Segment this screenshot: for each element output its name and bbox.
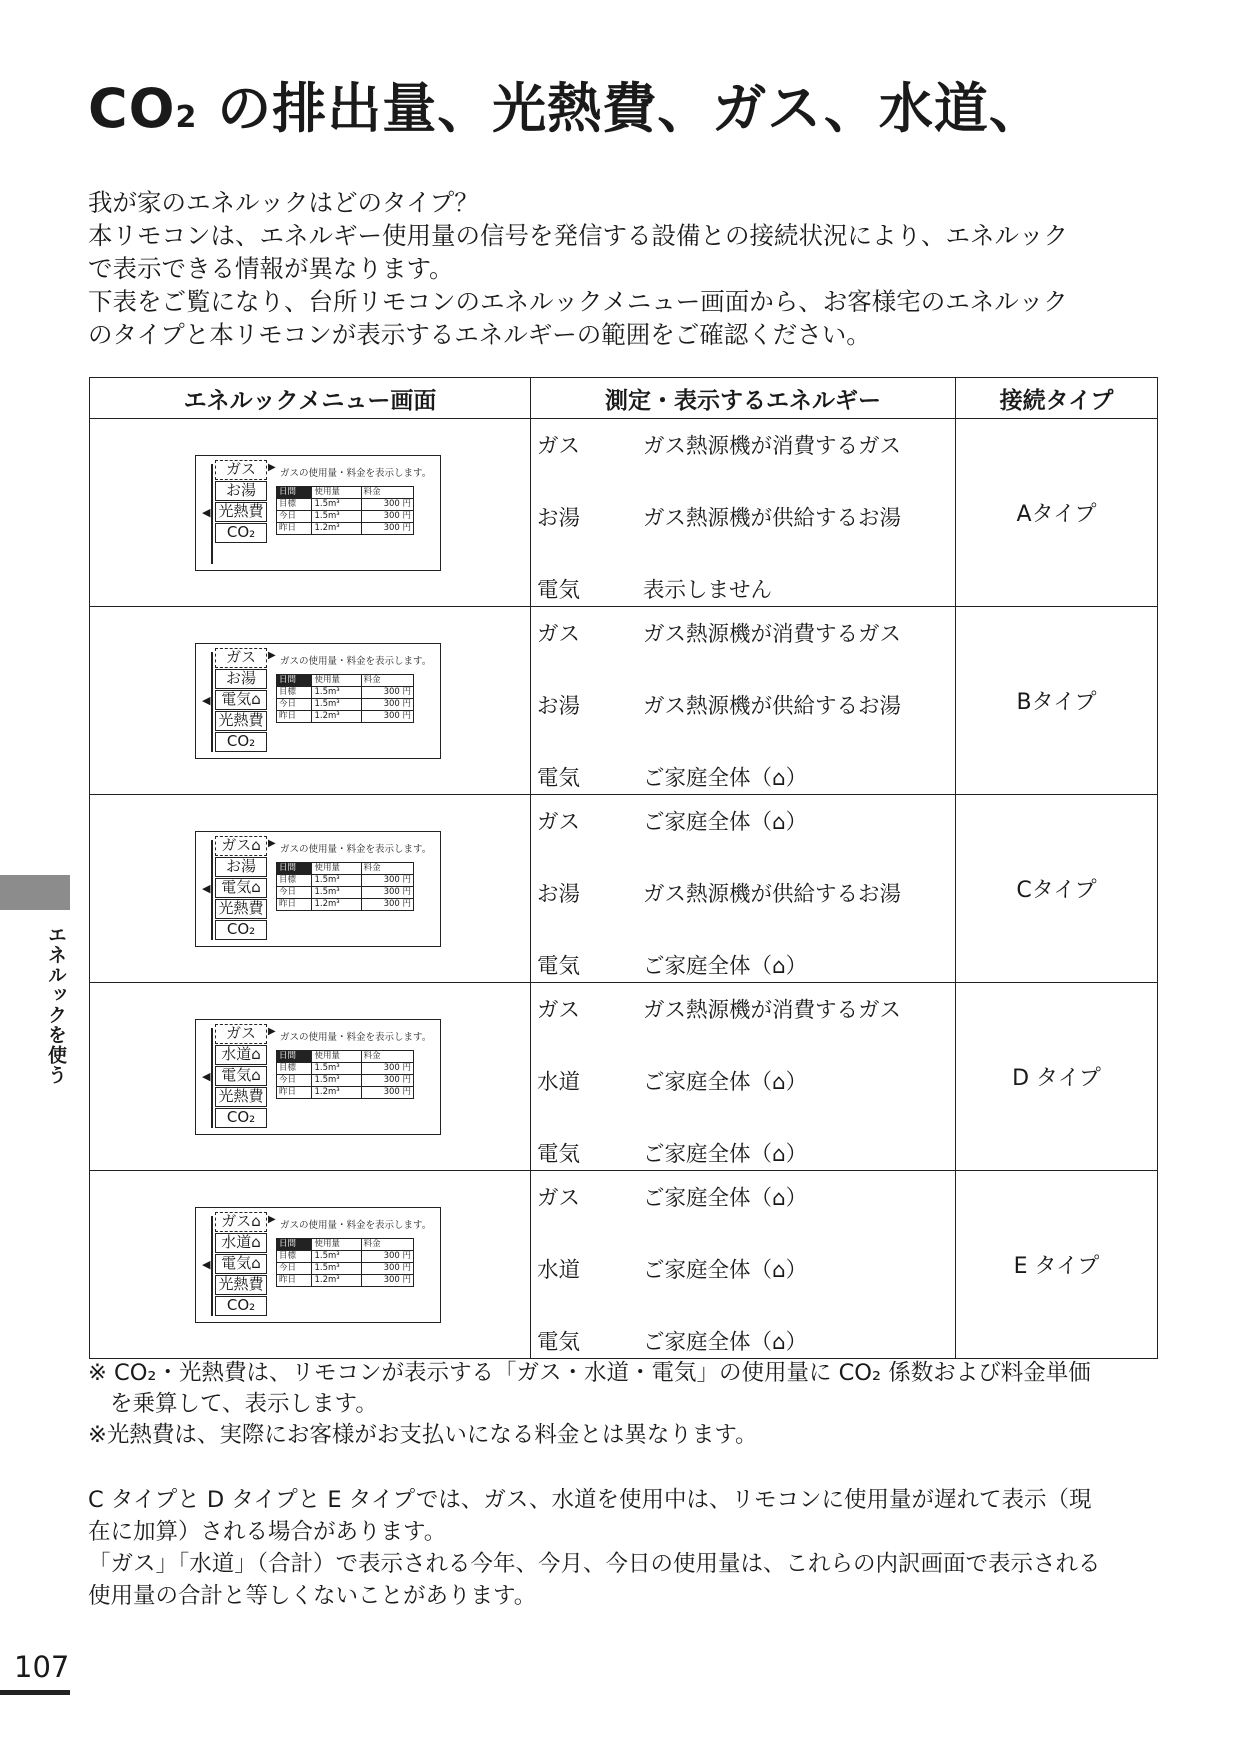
usage-mini-table xyxy=(276,674,414,723)
usage-mini-table xyxy=(276,1050,414,1099)
menu-screen-cell xyxy=(90,607,531,795)
menu-item: お湯 xyxy=(215,857,267,877)
menu-list xyxy=(215,1212,267,1317)
energy-cell xyxy=(531,419,956,607)
menu-item: 電気⌂ xyxy=(215,690,267,710)
screen-caption: ガスの使用量・料金を表示します。 xyxy=(280,1032,432,1043)
menu-item: ガス⌂ xyxy=(215,1212,267,1232)
table-row xyxy=(90,795,1158,983)
mini-cell: 300 円 xyxy=(361,711,413,723)
screen-caption: ガスの使用量・料金を表示します。 xyxy=(280,1220,432,1231)
mini-cell: 300 円 xyxy=(361,899,413,911)
energy-value: ご家庭全体（⌂） xyxy=(643,954,808,979)
energy-row xyxy=(537,877,901,908)
mini-cell: 今日 xyxy=(277,1075,312,1087)
screen-divider xyxy=(211,1028,213,1128)
menu-item: ガス xyxy=(215,648,267,668)
mini-header: 使用量 xyxy=(312,487,361,499)
energy-label: ガス xyxy=(537,1186,581,1211)
mini-cell: 昨日 xyxy=(277,899,312,911)
mini-cell: 目標 xyxy=(277,499,312,511)
energy-value: ご家庭全体（⌂） xyxy=(643,1258,808,1283)
mini-header: 日間 xyxy=(277,487,312,499)
energy-label: お湯 xyxy=(537,694,581,719)
energy-label: 電気 xyxy=(537,1142,581,1167)
footnote: を乗算して、表示します。 xyxy=(110,1391,378,1417)
mini-cell: 1.2m³ xyxy=(312,523,361,535)
energy-row xyxy=(537,689,901,720)
mini-row xyxy=(277,1275,414,1287)
footnotes xyxy=(88,1358,1163,1451)
mini-header: 日間 xyxy=(277,1051,312,1063)
menu-item: お湯 xyxy=(215,669,267,689)
energy-label: ガス xyxy=(537,998,581,1023)
mini-row xyxy=(277,523,414,535)
mini-cell: 300 円 xyxy=(361,699,413,711)
energy-row xyxy=(537,1325,807,1356)
header-menu-screen: エネルックメニュー画面 xyxy=(90,378,531,419)
mini-cell: 目標 xyxy=(277,687,312,699)
right-arrow-icon: ▶ xyxy=(268,838,276,849)
energy-value: ご家庭全体（⌂） xyxy=(643,1330,808,1355)
menu-list xyxy=(215,836,267,941)
mini-cell: 目標 xyxy=(277,875,312,887)
energy-label: お湯 xyxy=(537,882,581,907)
menu-item: ガス xyxy=(215,1024,267,1044)
menu-item: 光熱費 xyxy=(215,1275,267,1295)
energy-label: 電気 xyxy=(537,766,581,791)
menu-item: お湯 xyxy=(215,481,267,501)
bottom-text xyxy=(88,1484,1163,1612)
mini-header: 日間 xyxy=(277,1239,312,1251)
energy-value: ガス熱源機が消費するガス xyxy=(643,998,902,1023)
intro-line: 我が家のエネルックはどのタイプ？ xyxy=(88,188,479,217)
screen-caption: ガスの使用量・料金を表示します。 xyxy=(280,844,432,855)
mini-cell: 1.5m³ xyxy=(312,1063,361,1075)
screen-divider xyxy=(211,840,213,940)
table-row xyxy=(90,1171,1158,1359)
energy-label: お湯 xyxy=(537,506,581,531)
mini-cell: 1.2m³ xyxy=(312,1275,361,1287)
mini-header: 料金 xyxy=(361,1051,413,1063)
mini-header: 日間 xyxy=(277,675,312,687)
left-arrow-icon: ◀ xyxy=(202,1258,211,1271)
connection-type: Aタイプ xyxy=(956,419,1158,607)
energy-row xyxy=(537,949,807,980)
mini-cell: 300 円 xyxy=(361,1075,413,1087)
energy-label: 電気 xyxy=(537,578,581,603)
mini-cell: 今日 xyxy=(277,699,312,711)
energy-row xyxy=(537,573,772,604)
mini-header: 料金 xyxy=(361,863,413,875)
mini-cell: 1.5m³ xyxy=(312,687,361,699)
screen-divider xyxy=(211,652,213,752)
energy-row xyxy=(537,1181,807,1212)
energy-row xyxy=(537,761,807,792)
energy-row xyxy=(537,1065,807,1096)
menu-screen-cell xyxy=(90,1171,531,1359)
screen-caption: ガスの使用量・料金を表示します。 xyxy=(280,656,432,667)
energy-row xyxy=(537,805,807,836)
intro-line: 本リモコンは、エネルギー使用量の信号を発信する設備との接続状況により、エネルック xyxy=(88,221,1068,250)
left-arrow-icon: ◀ xyxy=(202,506,211,519)
mini-cell: 昨日 xyxy=(277,1087,312,1099)
mini-header: 料金 xyxy=(361,1239,413,1251)
right-arrow-icon: ▶ xyxy=(268,1026,276,1037)
mini-cell: 1.5m³ xyxy=(312,1251,361,1263)
mini-cell: 目標 xyxy=(277,1251,312,1263)
page-number-underline xyxy=(0,1690,70,1695)
table-header-row xyxy=(90,378,1158,419)
energy-row xyxy=(537,993,901,1024)
mini-cell: 1.2m³ xyxy=(312,711,361,723)
menu-item: 光熱費 xyxy=(215,711,267,731)
mini-cell: 300 円 xyxy=(361,499,413,511)
mini-header: 使用量 xyxy=(312,863,361,875)
mini-row xyxy=(277,887,414,899)
menu-item: CO₂ xyxy=(215,920,267,940)
remote-lcd-screen xyxy=(195,1207,441,1323)
page-title: CO2 の排出量、光熱費、ガス、水道、 xyxy=(88,77,1044,140)
energy-value: ご家庭全体（⌂） xyxy=(643,1142,808,1167)
usage-mini-table xyxy=(276,1238,414,1287)
energy-row xyxy=(537,429,901,460)
connection-type: Cタイプ xyxy=(956,795,1158,983)
left-arrow-icon: ◀ xyxy=(202,1070,211,1083)
screen-divider xyxy=(211,1216,213,1316)
intro-line: 下表をご覧になり、台所リモコンのエネルックメニュー画面から、お客様宅のエネルック xyxy=(88,287,1068,316)
mini-cell: 1.5m³ xyxy=(312,511,361,523)
left-arrow-icon: ◀ xyxy=(202,694,211,707)
mini-cell: 今日 xyxy=(277,511,312,523)
energy-label: ガス xyxy=(537,810,581,835)
mini-header: 料金 xyxy=(361,487,413,499)
mini-cell: 300 円 xyxy=(361,523,413,535)
energy-value: ご家庭全体（⌂） xyxy=(643,810,808,835)
table-row xyxy=(90,419,1158,607)
mini-cell: 1.5m³ xyxy=(312,887,361,899)
mini-row xyxy=(277,711,414,723)
energy-value: ガス熱源機が消費するガス xyxy=(643,434,902,459)
energy-value: ガス熱源機が消費するガス xyxy=(643,622,902,647)
remote-lcd-screen xyxy=(195,643,441,759)
energy-label: 水道 xyxy=(537,1070,581,1095)
table-row xyxy=(90,983,1158,1171)
energy-label: 水道 xyxy=(537,1258,581,1283)
mini-cell: 300 円 xyxy=(361,687,413,699)
menu-list xyxy=(215,648,267,753)
energy-value: ガス熱源機が供給するお湯 xyxy=(643,506,902,531)
energy-value: ご家庭全体（⌂） xyxy=(643,1186,808,1211)
mini-header: 日間 xyxy=(277,863,312,875)
menu-item: 光熱費 xyxy=(215,899,267,919)
menu-item: 水道⌂ xyxy=(215,1045,267,1065)
type-table xyxy=(89,377,1158,1359)
mini-row xyxy=(277,875,414,887)
page-number: 107 xyxy=(14,1650,70,1684)
menu-list xyxy=(215,460,267,544)
energy-value: ご家庭全体（⌂） xyxy=(643,1070,808,1095)
mini-cell: 300 円 xyxy=(361,1263,413,1275)
mini-row xyxy=(277,687,414,699)
energy-value: ご家庭全体（⌂） xyxy=(643,766,808,791)
mini-cell: 300 円 xyxy=(361,1087,413,1099)
energy-value: ガス熱源機が供給するお湯 xyxy=(643,882,902,907)
menu-item: 光熱費 xyxy=(215,1087,267,1107)
footnote: ※ CO₂・光熱費は、リモコンが表示する「ガス・水道・電気」の使用量に CO₂ 係数および料金単価 xyxy=(88,1360,1091,1386)
mini-header: 使用量 xyxy=(312,1239,361,1251)
energy-cell xyxy=(531,607,956,795)
header-energy: 測定・表示するエネルギー xyxy=(531,378,956,419)
energy-cell xyxy=(531,983,956,1171)
intro-text xyxy=(88,186,1158,351)
bottom-line: 「ガス」「水道」（合計）で表示される今年、今月、今日の使用量は、これらの内訳画面で表示される xyxy=(88,1551,1101,1577)
right-arrow-icon: ▶ xyxy=(268,650,276,661)
mini-row xyxy=(277,1263,414,1275)
energy-row xyxy=(537,617,901,648)
menu-item: ガス xyxy=(215,460,267,480)
energy-cell xyxy=(531,1171,956,1359)
mini-row xyxy=(277,1075,414,1087)
mini-cell: 300 円 xyxy=(361,1275,413,1287)
right-arrow-icon: ▶ xyxy=(268,1214,276,1225)
bottom-line: 使用量の合計と等しくないことがあります。 xyxy=(88,1583,537,1609)
mini-row xyxy=(277,1087,414,1099)
menu-item: 電気⌂ xyxy=(215,1066,267,1086)
energy-value: ガス熱源機が供給するお湯 xyxy=(643,694,902,719)
energy-row xyxy=(537,1253,807,1284)
mini-cell: 今日 xyxy=(277,1263,312,1275)
mini-header: 使用量 xyxy=(312,1051,361,1063)
energy-label: 電気 xyxy=(537,1330,581,1355)
mini-cell: 1.5m³ xyxy=(312,1263,361,1275)
energy-value: 表示しません xyxy=(643,578,773,603)
usage-mini-table xyxy=(276,486,414,535)
mini-row xyxy=(277,511,414,523)
mini-cell: 昨日 xyxy=(277,1275,312,1287)
mini-cell: 300 円 xyxy=(361,1063,413,1075)
menu-item: CO₂ xyxy=(215,1296,267,1316)
menu-item: CO₂ xyxy=(215,1108,267,1128)
bottom-line: C タイプと D タイプと E タイプでは、ガス、水道を使用中は、リモコンに使用量が遅れて表示（現 xyxy=(88,1487,1092,1513)
usage-mini-table xyxy=(276,862,414,911)
remote-lcd-screen xyxy=(195,1019,441,1135)
bottom-line: 在に加算）される場合があります。 xyxy=(88,1519,447,1545)
footnote: ※光熱費は、実際にお客様がお支払いになる料金とは異なります。 xyxy=(88,1422,758,1448)
left-arrow-icon: ◀ xyxy=(202,882,211,895)
mini-cell: 目標 xyxy=(277,1063,312,1075)
energy-row xyxy=(537,501,901,532)
mini-cell: 1.2m³ xyxy=(312,899,361,911)
menu-item: 水道⌂ xyxy=(215,1233,267,1253)
mini-cell: 300 円 xyxy=(361,887,413,899)
mini-cell: 1.5m³ xyxy=(312,499,361,511)
menu-item: 光熱費 xyxy=(215,502,267,522)
mini-cell: 300 円 xyxy=(361,1251,413,1263)
right-arrow-icon: ▶ xyxy=(268,462,276,473)
connection-type: E タイプ xyxy=(956,1171,1158,1359)
header-type: 接続タイプ xyxy=(956,378,1158,419)
mini-row xyxy=(277,499,414,511)
menu-item: 電気⌂ xyxy=(215,878,267,898)
menu-item: CO₂ xyxy=(215,732,267,752)
energy-label: ガス xyxy=(537,622,581,647)
intro-line: で表示できる情報が異なります。 xyxy=(88,254,454,283)
mini-cell: 300 円 xyxy=(361,875,413,887)
mini-cell: 1.5m³ xyxy=(312,1075,361,1087)
mini-cell: 1.5m³ xyxy=(312,699,361,711)
mini-row xyxy=(277,1063,414,1075)
energy-label: 電気 xyxy=(537,954,581,979)
menu-item: 電気⌂ xyxy=(215,1254,267,1274)
menu-item: CO₂ xyxy=(215,523,267,543)
mini-header: 使用量 xyxy=(312,675,361,687)
connection-type: D タイプ xyxy=(956,983,1158,1171)
menu-item: ガス⌂ xyxy=(215,836,267,856)
mini-cell: 昨日 xyxy=(277,711,312,723)
connection-type: Bタイプ xyxy=(956,607,1158,795)
menu-screen-cell xyxy=(90,795,531,983)
mini-row xyxy=(277,699,414,711)
energy-row xyxy=(537,1137,807,1168)
remote-lcd-screen xyxy=(195,831,441,947)
mini-cell: 1.5m³ xyxy=(312,875,361,887)
side-section-label: エネルックを使う xyxy=(45,925,67,1085)
mini-cell: 今日 xyxy=(277,887,312,899)
energy-cell xyxy=(531,795,956,983)
mini-cell: 昨日 xyxy=(277,523,312,535)
screen-divider xyxy=(211,464,213,564)
menu-list xyxy=(215,1024,267,1129)
remote-lcd-screen xyxy=(195,455,441,571)
mini-row xyxy=(277,899,414,911)
energy-label: ガス xyxy=(537,434,581,459)
mini-cell: 300 円 xyxy=(361,511,413,523)
screen-caption: ガスの使用量・料金を表示します。 xyxy=(280,468,432,479)
mini-row xyxy=(277,1251,414,1263)
mini-cell: 1.2m³ xyxy=(312,1087,361,1099)
side-tab-marker xyxy=(0,875,70,910)
intro-line: のタイプと本リモコンが表示するエネルギーの範囲をご確認ください。 xyxy=(88,320,871,349)
menu-screen-cell xyxy=(90,419,531,607)
table-row xyxy=(90,607,1158,795)
mini-header: 料金 xyxy=(361,675,413,687)
menu-screen-cell xyxy=(90,983,531,1171)
